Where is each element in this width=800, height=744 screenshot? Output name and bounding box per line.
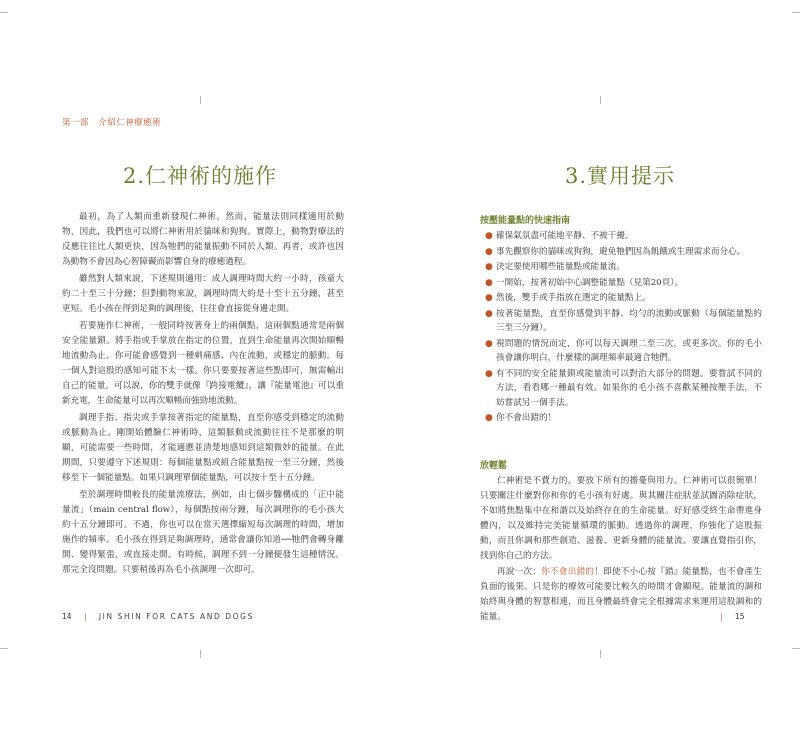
relax-section [480,458,762,626]
chapter-title: 3.實用提示 [564,164,676,188]
crop-mark [0,12,8,13]
list-item: ● 然後，雙手或手指放在選定的能量點上。 [496,291,762,306]
bullet-icon: ● [485,231,493,241]
bullet-icon: ● [485,368,493,379]
paragraph: 至於調理時間較長的能量流療法，例如，由七個步驟構成的「正中能量流」（main central flow），每個點按兩分鐘，每次調理你的毛小孩大約十五分鐘即可。不過，你也可以在當天選擇縮短每次調理的時間，增加施作的頻率。毛小孩在得到足夠調理時，通常會讓你知道──牠們會轉身離開、變得緊張，或直接走開。有時候，調理不到一分鐘便發生這種情況。那完全沒問題。只要稍後再為毛小孩調理一次即可。 [62,490,344,575]
list-item: ● 有不同的安全能量鎖或能量流可以對治大部分的問題。要嘗試不同的方法，看看哪一種最有效。如果你的毛小孩不喜歡某種按壓手法，不妨嘗試另一個手法。 [485,368,762,408]
body-text [62,210,344,580]
list-item: ● 視問題的情況而定，你可以每天調理二至三次，或更多次。你的毛小孩會讓你明白，什麼樣的調理頻率最適合牠們。 [485,338,762,363]
running-head-title: 介紹仁神療癒術 [98,118,162,128]
paragraph: 最初，為了人類而重新發現仁神術。然而，能量法則同樣適用於動物，因此，我們也可以將仁神術用於貓咪和狗狗。實際上，動物對療法的反應往往比人類更快，因為牠們的能量振動不同於人類。再者，或許也因為動物不會因為心智障礙而影響自身的療癒過程。 [62,212,344,267]
bullet-icon: ● [485,246,493,257]
footer-separator: | [720,612,723,621]
bullet-icon: ● [485,293,493,303]
page-number: 14 [62,612,72,621]
footer-separator: | [83,612,87,621]
bullet-icon: ● [485,308,493,319]
chapter-title: 2.仁神術的施作 [122,164,278,188]
crop-mark [0,648,8,649]
right-page [400,0,800,744]
crop-mark [200,650,201,658]
running-head-part: 第一部 [62,118,90,128]
bullet-icon: ● [485,277,493,288]
bullet-icon: ● [485,262,493,272]
crop-mark [792,648,800,649]
crop-mark [200,96,201,104]
paragraph: 若要施作仁神術，一般同時按著身上的兩個點，這兩個點通常是兩個安全能量鎖。將手指或手掌放在指定的位置，直到生命能量再次開始順暢地流動為止。你可能會感覺到一種刺痛感、內在流動，或穩定的脈動。每一個人對這股的感知可能不太一樣。你只要要按著這些點即可，無需輸出自己的能量。可以說，你的雙手就像『跨接電纜』，讓『能量電池』可以重新充電，生命能量可以再次順暢而強勁地流動。 [62,321,344,406]
footer [710,612,744,621]
list-item: ● 按著能量點，直至你感覺到平靜、均勻的流動或脈動（每個能量點約三至三分鐘）。 [485,308,762,333]
page-number: 15 [734,612,745,621]
paragraph: 仁神術是不費力的。要放下所有的擔憂與用力。仁神術可以很簡單！只要關注什麼對你和你的毛小孩有好處。與其關注症狀並試圖消除症狀，不如將焦點集中在和諧以及始終存在的生命能量。好好感受終生命帶進身體內，以及維持完美能量循環的脈動。透過你的調理，你強化了這股振動，而且你調和那些創造、滋養、更新身體的能量流。要讓直覺指引你，找到你自己的方法。 [480,476,762,561]
paragraph: 雖然對人類來說，下述規則適用：成人調理時間大約一小時，孩童大約二十至三十分鐘；但對動物來說，調理時間大約是十至十五分鐘，甚至更短。毛小孩在得到足夠的調理後，往往會直接從身邊走開。 [62,274,344,314]
book-title: JIN SHIN FOR CATS AND DOGS [98,612,254,621]
bullet-icon: ● [485,413,493,423]
highlight-text: 你不會出錯的 [541,567,595,577]
paragraph: 調理手指、指尖或手掌按著指定的能量點，直至你感受到穩定的流動或脈動為止。剛開始體驗仁神術時，這類脈動或流動往往不是那麼的明顯，可能需要一些時間，才能適應並清楚地感知到這類微妙的能量。在此期間，只要遵守下述規則：每個能量點或組合能量點按一至三分鐘，然後移至下一個能量點。如果只調理單個能量點，可以按十至十五分鐘。 [62,413,344,483]
footer [62,612,254,621]
quick-guide-section [480,213,762,427]
list-item: ● 你不會出錯的！ [496,411,762,426]
running-head [62,116,161,128]
crop-mark [792,12,800,13]
crop-mark [600,96,601,104]
crop-mark [600,650,601,658]
paragraph: 再說一次：你不會出錯的！即使不小心按『錯』能量點，也不會產生負面的後果。只是你的療效可能要比較久的時間才會顯現。能量流的調和始終與身體的智慧相連，而且身體最終會完全根據需求來運用這股調和的能量。 [480,567,762,622]
section-heading: 按壓能量點的快速指南 [480,216,571,226]
list-item: ● 確保氣氛盡可能地平靜、不被干擾。 [496,229,762,244]
section-heading: 放輕鬆 [480,461,508,471]
list-item: ● 事先觀察你的貓咪或狗狗，避免牠們因為飢餓或生理需求而分心。 [496,245,762,260]
bullet-icon: ● [485,338,493,349]
list-item: ● 一開始，按著初始中心調整能量點（見第20頁）。 [496,276,762,291]
list-item: ● 決定要使用哪些能量點或能量流。 [496,260,762,275]
tips-list [480,229,762,426]
